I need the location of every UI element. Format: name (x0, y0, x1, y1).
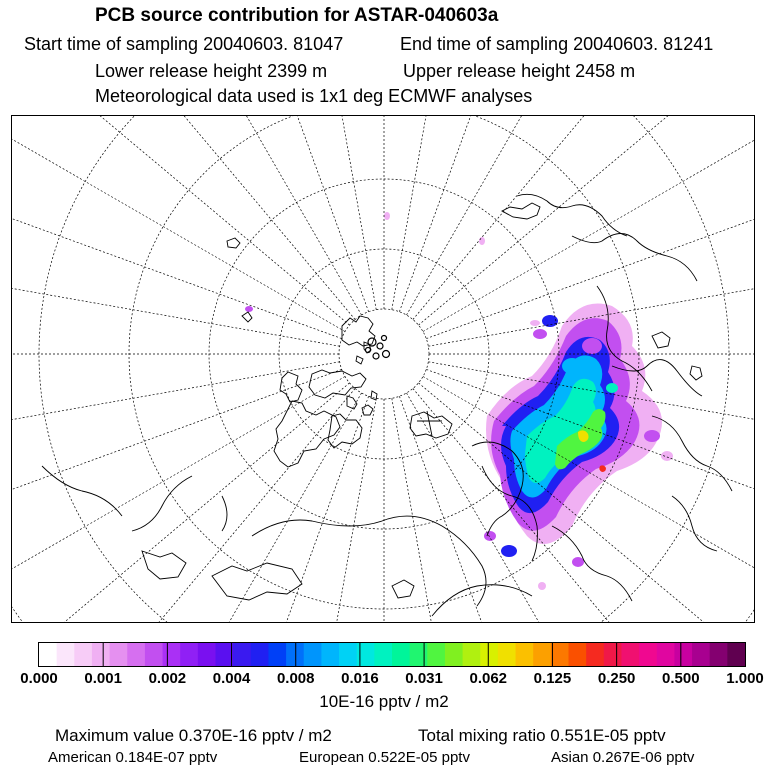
color-swatch (198, 643, 216, 666)
color-scale-tick-label: 0.008 (276, 670, 315, 687)
color-swatch (286, 643, 304, 666)
meridian-line (12, 116, 350, 325)
color-swatch (374, 643, 392, 666)
color-swatch (39, 643, 57, 666)
meridian-line (12, 116, 345, 332)
meridian-line (34, 116, 362, 315)
color-swatch (727, 643, 745, 666)
lower-release-label: Lower release height 2399 m (95, 61, 328, 81)
color-swatch (674, 643, 692, 666)
color-swatch (516, 643, 534, 666)
color-swatch (604, 643, 622, 666)
color-swatch (251, 643, 269, 666)
start-time-label: Start time of sampling 20040603. 81047 (24, 34, 344, 54)
color-swatch (392, 643, 410, 666)
met-data-label: Meteorological data used is 1x1 deg ECMWF analyses (95, 86, 533, 106)
color-swatch (427, 643, 445, 666)
color-swatch (339, 643, 357, 666)
source-contribution-plume (245, 212, 673, 590)
color-scale-tick-label: 0.125 (533, 670, 572, 687)
color-swatch (180, 643, 198, 666)
color-swatch (216, 643, 234, 666)
plume-patch (538, 582, 546, 590)
color-swatch (480, 643, 498, 666)
plume-patch (644, 430, 660, 442)
meridian-line (419, 116, 755, 325)
color-scale-tick-label: 0.002 (148, 670, 187, 687)
color-swatch (92, 643, 110, 666)
color-swatch (586, 643, 604, 666)
plume-patch (530, 320, 540, 326)
plume-patch (661, 451, 673, 461)
total-mixing-ratio-label: Total mixing ratio 0.551E-05 pptv (418, 726, 666, 745)
meridian-line (392, 116, 506, 310)
plume-patch (582, 338, 602, 354)
color-swatch (621, 643, 639, 666)
plume-patch (533, 329, 547, 339)
upper-release-label: Upper release height 2458 m (403, 61, 636, 81)
meridian-line (12, 116, 342, 339)
color-scale-tick-label: 0.016 (341, 670, 379, 687)
meridian-line (262, 398, 376, 622)
color-scale-swatches (39, 643, 745, 666)
color-swatch (551, 643, 569, 666)
color-swatch (321, 643, 339, 666)
meridian-line (34, 393, 362, 622)
plume-patch (606, 383, 618, 393)
american-contribution: American 0.184E-07 pptv (48, 749, 218, 766)
plume-patch (484, 531, 496, 541)
color-swatch (498, 643, 516, 666)
meridian-line (399, 116, 623, 312)
color-scale-tick-label: 0.062 (469, 670, 508, 687)
color-swatch (304, 643, 322, 666)
meridian-line (12, 232, 340, 346)
end-time-label: End time of sampling 20040603. 81241 (400, 34, 714, 54)
meridian-line (423, 116, 754, 332)
color-swatch (145, 643, 163, 666)
map-panel (11, 115, 755, 623)
color-swatch (163, 643, 181, 666)
plume-patch (572, 557, 584, 567)
plume-patch (479, 237, 485, 245)
color-scale-tick-label: 0.004 (212, 670, 251, 687)
maximum-value-label: Maximum value 0.370E-16 pptv / m2 (55, 726, 332, 745)
color-swatch (74, 643, 92, 666)
plume-patch (245, 306, 253, 312)
latitude-circle (339, 309, 429, 399)
meridian-line (413, 116, 754, 320)
color-scale-tick-label: 0.250 (597, 670, 636, 687)
color-swatch (127, 643, 145, 666)
plume-patch (501, 545, 517, 557)
color-scale-tick-label: 0.031 (405, 670, 443, 687)
meridian-line (12, 116, 355, 320)
meridian-line (145, 396, 369, 622)
meridian-line (12, 377, 345, 623)
color-swatch (639, 643, 657, 666)
color-swatch (445, 643, 463, 666)
color-scale-tick-label: 0.500 (662, 670, 700, 687)
color-swatch (57, 643, 75, 666)
color-swatch (463, 643, 481, 666)
color-scale-tick-label: 1.000 (726, 670, 764, 687)
meridian-line (145, 116, 369, 312)
color-scale-unit: 10E-16 pptv / m2 (319, 692, 449, 711)
meridian-line (12, 389, 355, 623)
color-swatch (710, 643, 728, 666)
color-swatch (268, 643, 286, 666)
map-title: PCB source contribution for ASTAR-040603a (95, 5, 499, 26)
asian-contribution: Asian 0.267E-06 pptv (551, 749, 695, 766)
meridian-line (407, 116, 735, 315)
plume-patch (562, 358, 582, 374)
color-scale-tick-label: 0.000 (20, 670, 58, 687)
polar-map (12, 116, 754, 622)
color-swatch (110, 643, 128, 666)
color-swatch (692, 643, 710, 666)
european-contribution: European 0.522E-05 pptv (299, 749, 470, 766)
color-swatch (410, 643, 428, 666)
plume-patch (384, 212, 390, 220)
meridian-line (12, 362, 340, 476)
meridian-line (262, 116, 376, 310)
color-scale-bar (38, 642, 746, 667)
color-swatch (233, 643, 251, 666)
north-pole-marker (366, 336, 390, 360)
color-swatch (657, 643, 675, 666)
color-swatch (569, 643, 587, 666)
color-scale-tick-label: 0.001 (84, 670, 122, 687)
color-swatch (533, 643, 551, 666)
